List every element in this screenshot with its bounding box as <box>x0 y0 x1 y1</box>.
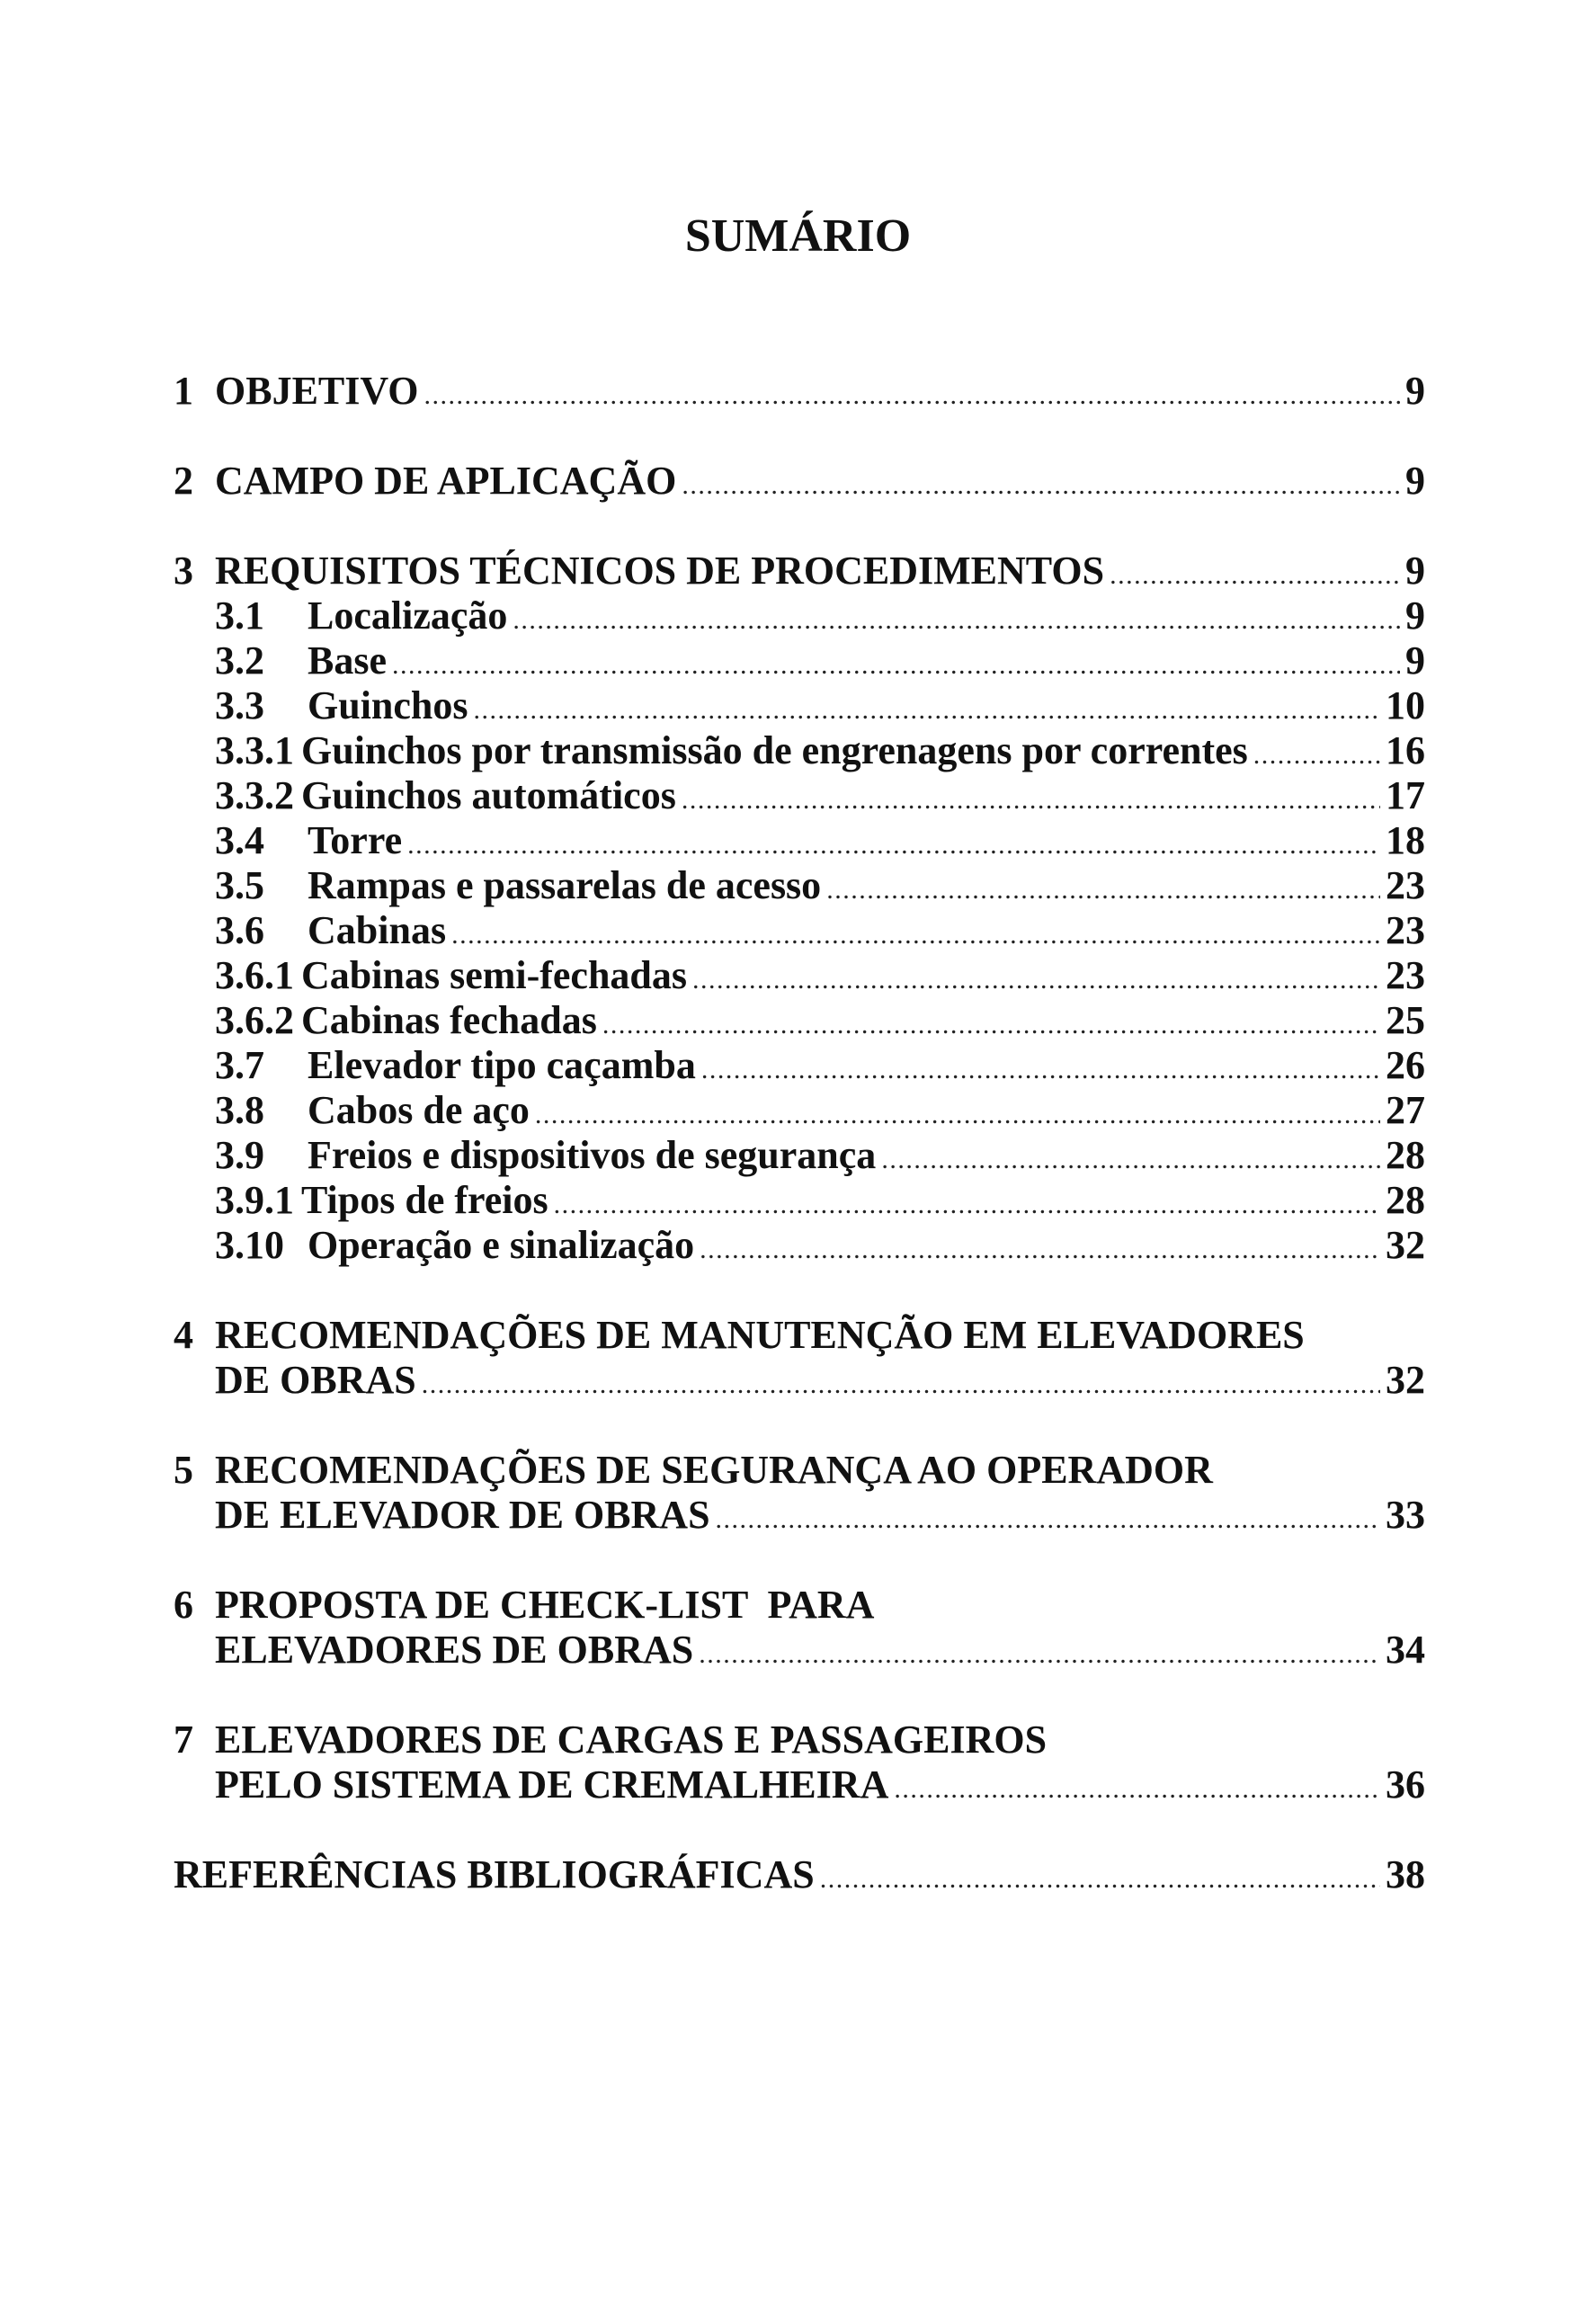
dot-leader <box>424 373 1400 418</box>
dot-leader <box>682 463 1400 508</box>
toc-entry[interactable] <box>174 1852 1425 1897</box>
page-number: 18 <box>1386 818 1425 862</box>
toc-subentry[interactable] <box>174 863 1425 908</box>
subsection-number: 3.3.1 <box>215 728 294 772</box>
section-number: 6 <box>174 1583 193 1627</box>
subsection-number: 3.3.2 <box>215 773 294 817</box>
subsection-number: 3.8 <box>215 1088 264 1132</box>
page-number: 23 <box>1386 908 1425 952</box>
dot-leader <box>1110 553 1400 598</box>
subsection-title: Tipos de freios <box>301 1178 548 1222</box>
subsection-title: Guinchos <box>308 683 468 727</box>
dot-leader <box>451 913 1380 958</box>
section-title: OBJETIVO <box>215 369 419 413</box>
toc-entry-line-1[interactable] <box>174 1313 1425 1358</box>
dot-leader <box>826 868 1380 913</box>
page-number: 38 <box>1386 1852 1425 1896</box>
subsection-title: Freios e dispositivos de segurança <box>308 1133 877 1177</box>
section-title: RECOMENDAÇÕES DE MANUTENÇÃO EM ELEVADORES <box>215 1313 1305 1357</box>
subsection-title: Cabinas semi-fechadas <box>301 953 688 997</box>
dot-leader <box>700 1227 1380 1272</box>
page-number: 9 <box>1405 459 1425 503</box>
dot-leader <box>692 958 1380 1003</box>
section-title: PROPOSTA DE CHECK-LIST PARA <box>215 1583 875 1627</box>
page-number: 23 <box>1386 953 1425 997</box>
toc-subentry[interactable] <box>174 773 1425 818</box>
dot-leader <box>894 1767 1380 1812</box>
toc-subentry[interactable] <box>174 1088 1425 1133</box>
toc-subentry[interactable] <box>174 638 1425 683</box>
subsection-title: Rampas e passarelas de acesso <box>308 863 822 907</box>
page-number: 36 <box>1386 1762 1425 1807</box>
toc-subentry[interactable] <box>174 1223 1425 1268</box>
subsection-number: 3.4 <box>215 818 264 862</box>
page-title: SUMÁRIO <box>684 210 912 262</box>
toc-subentry[interactable] <box>174 1178 1425 1223</box>
subsection-number: 3.7 <box>215 1043 264 1087</box>
dot-leader <box>407 823 1380 868</box>
toc-entry-line-1[interactable] <box>174 1583 1425 1628</box>
page-number: 17 <box>1386 773 1425 817</box>
toc-subentry[interactable] <box>174 998 1425 1043</box>
toc-entry[interactable] <box>174 549 1425 593</box>
page-number: 16 <box>1386 728 1425 772</box>
toc-section-4 <box>174 1313 1425 1403</box>
section-title-continued: ELEVADORES DE OBRAS <box>215 1628 694 1672</box>
section-title-continued: DE OBRAS <box>215 1358 416 1402</box>
page-number: 28 <box>1386 1178 1425 1222</box>
subsection-title: Localização <box>308 593 508 638</box>
subsection-number: 3.6.2 <box>215 998 294 1042</box>
subsection-title: Elevador tipo caçamba <box>308 1043 696 1087</box>
toc-section-7 <box>174 1718 1425 1807</box>
toc-entry-line-1[interactable] <box>174 1718 1425 1762</box>
page-number: 28 <box>1386 1133 1425 1177</box>
page-number: 9 <box>1405 638 1425 683</box>
toc-entry-line-2[interactable] <box>174 1762 1425 1807</box>
dot-leader <box>881 1138 1380 1182</box>
toc-references <box>174 1852 1425 1897</box>
subsection-title: Guinchos por transmissão de engrenagens por correntes <box>301 728 1248 772</box>
section-number: 7 <box>174 1718 193 1762</box>
page-number: 23 <box>1386 863 1425 907</box>
toc-subentry[interactable] <box>174 908 1425 953</box>
page-number: 9 <box>1405 593 1425 638</box>
subsection-number: 3.9.1 <box>215 1178 294 1222</box>
toc-entry-line-2[interactable] <box>174 1358 1425 1403</box>
toc-section-5 <box>174 1448 1425 1538</box>
dot-leader <box>1253 733 1380 778</box>
toc-subentry[interactable] <box>174 728 1425 773</box>
subsection-number: 3.6 <box>215 908 264 952</box>
page-number: 9 <box>1405 369 1425 413</box>
toc-subentry[interactable] <box>174 953 1425 998</box>
page-number: 33 <box>1386 1493 1425 1537</box>
subsection-title: Cabos de aço <box>308 1088 530 1132</box>
subsection-title: Operação e sinalização <box>308 1223 695 1267</box>
dot-leader <box>701 1048 1380 1093</box>
toc-section-3 <box>174 549 1425 1268</box>
page-number: 32 <box>1386 1358 1425 1402</box>
subsection-title: Guinchos automáticos <box>301 773 676 817</box>
dot-leader <box>535 1093 1380 1138</box>
dot-leader <box>716 1497 1380 1542</box>
page-number: 26 <box>1386 1043 1425 1087</box>
subsection-title: Torre <box>308 818 403 862</box>
dot-leader <box>513 598 1400 643</box>
subsection-number: 3.2 <box>215 638 264 683</box>
toc-subentry[interactable] <box>174 593 1425 638</box>
toc-entry[interactable] <box>174 369 1425 414</box>
section-title: RECOMENDAÇÕES DE SEGURANÇA AO OPERADOR <box>215 1448 1213 1492</box>
toc-section-2 <box>174 459 1425 504</box>
dot-leader <box>474 688 1380 733</box>
section-title: CAMPO DE APLICAÇÃO <box>215 459 677 503</box>
section-number: 2 <box>174 459 193 503</box>
toc-subentry[interactable] <box>174 1133 1425 1178</box>
dot-leader <box>820 1857 1380 1902</box>
section-number: 3 <box>174 549 193 593</box>
toc-entry-line-1[interactable] <box>174 1448 1425 1493</box>
section-number: 1 <box>174 369 193 413</box>
section-title-continued: DE ELEVADOR DE OBRAS <box>215 1493 710 1537</box>
section-title-continued: PELO SISTEMA DE CREMALHEIRA <box>215 1762 889 1807</box>
toc-entry-line-2[interactable] <box>174 1628 1425 1673</box>
section-title: REQUISITOS TÉCNICOS DE PROCEDIMENTOS <box>215 549 1105 593</box>
toc-subentry[interactable] <box>174 1043 1425 1088</box>
dot-leader <box>554 1182 1380 1227</box>
subsection-number: 3.6.1 <box>215 953 294 997</box>
section-title: REFERÊNCIAS BIBLIOGRÁFICAS <box>174 1852 815 1896</box>
dot-leader <box>699 1632 1380 1677</box>
dot-leader <box>422 1362 1380 1407</box>
subsection-number: 3.1 <box>215 593 264 638</box>
page-number: 25 <box>1386 998 1425 1042</box>
page-number: 32 <box>1386 1223 1425 1267</box>
toc-entry[interactable] <box>174 459 1425 504</box>
subsection-number: 3.9 <box>215 1133 264 1177</box>
dot-leader <box>392 643 1400 688</box>
subsection-title: Base <box>308 638 387 683</box>
table-of-contents <box>174 369 1425 1942</box>
page-number: 27 <box>1386 1088 1425 1132</box>
page-number: 10 <box>1386 683 1425 727</box>
dot-leader <box>682 778 1380 823</box>
page-number: 34 <box>1386 1628 1425 1672</box>
dot-leader <box>602 1003 1380 1048</box>
subsection-number: 3.10 <box>215 1223 284 1267</box>
toc-section-6 <box>174 1583 1425 1673</box>
toc-subentry[interactable] <box>174 683 1425 728</box>
toc-entry-line-2[interactable] <box>174 1493 1425 1538</box>
section-number: 5 <box>174 1448 193 1492</box>
toc-section-1 <box>174 369 1425 414</box>
subsection-number: 3.3 <box>215 683 264 727</box>
page-number: 9 <box>1405 549 1425 593</box>
toc-subentry[interactable] <box>174 818 1425 863</box>
subsection-title: Cabinas <box>308 908 447 952</box>
section-title: ELEVADORES DE CARGAS E PASSAGEIROS <box>215 1718 1048 1762</box>
section-number: 4 <box>174 1313 193 1357</box>
subsection-title: Cabinas fechadas <box>301 998 597 1042</box>
subsection-number: 3.5 <box>215 863 264 907</box>
